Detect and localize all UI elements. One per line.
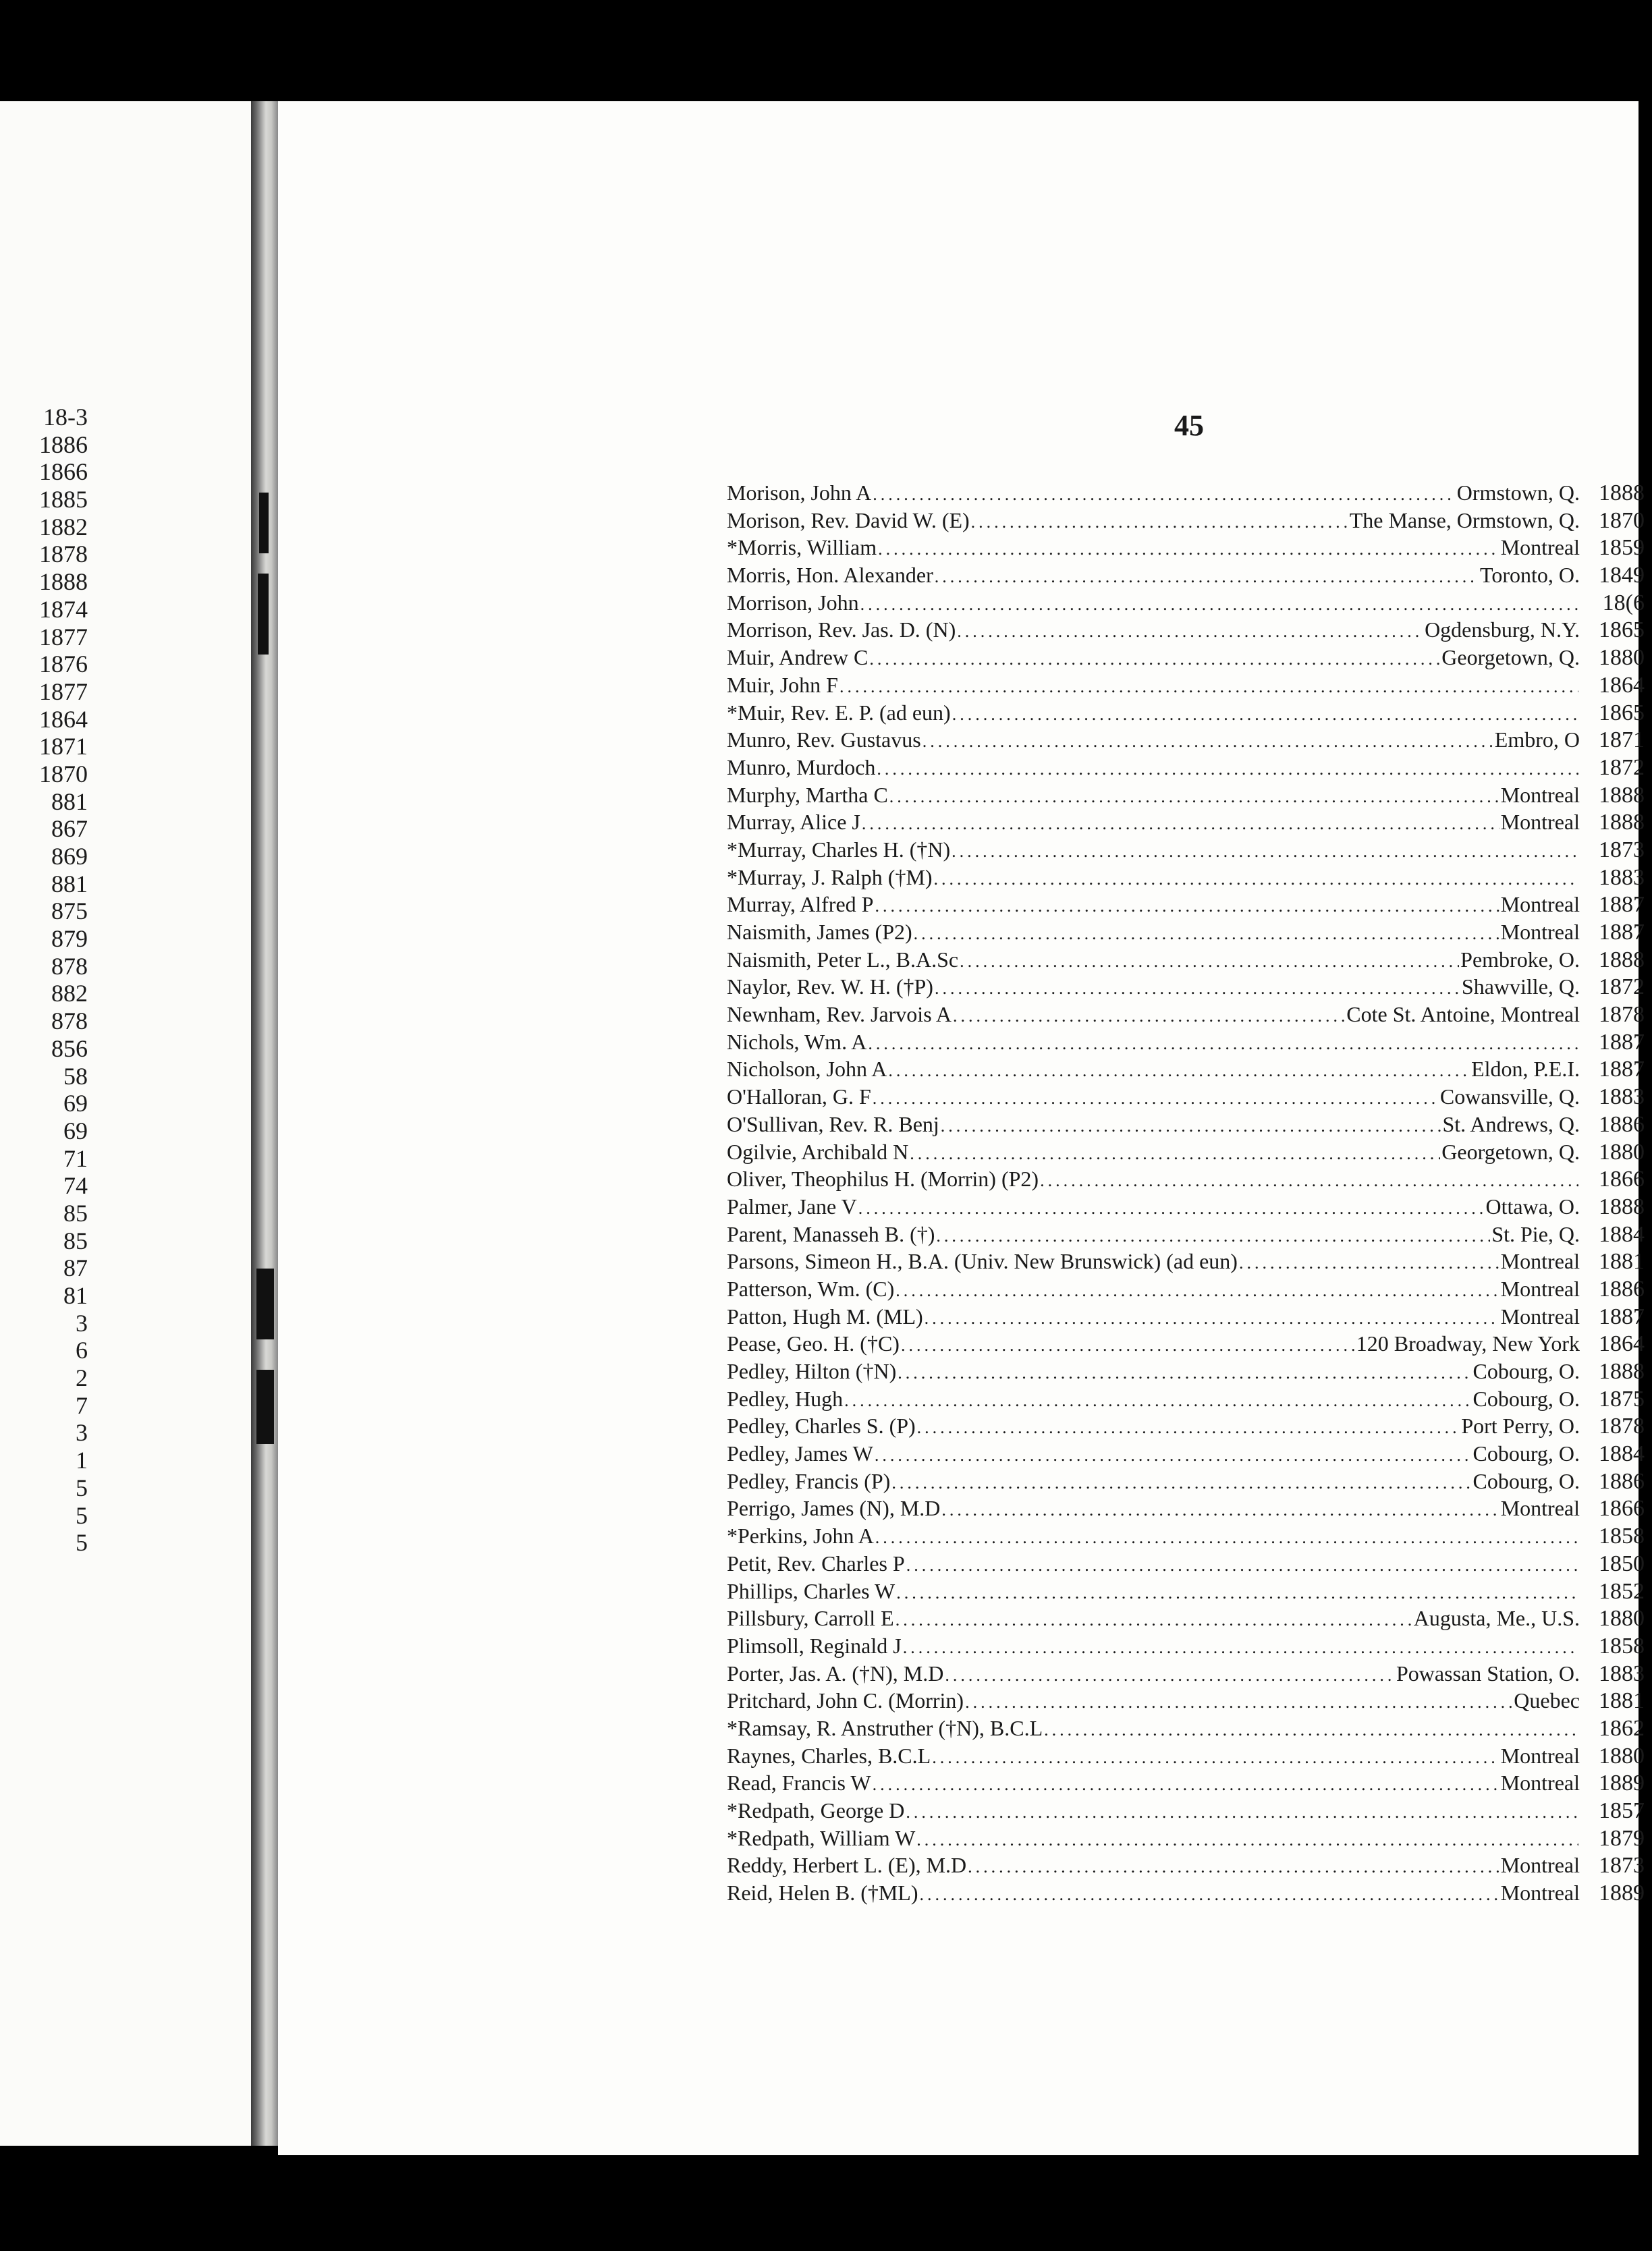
register-entry xyxy=(727,1111,1645,1138)
left-page-year: 7 xyxy=(76,1391,88,1419)
entry-name: *Ramsay, R. Anstruther (†N), B.C.L xyxy=(727,1715,1043,1740)
left-page-year: 85 xyxy=(63,1227,88,1254)
leader-dots xyxy=(873,1771,1499,1799)
entry-year: 1880 xyxy=(1599,645,1645,671)
left-page-year: 6 xyxy=(76,1337,88,1364)
entry-year: 1886 xyxy=(1599,1468,1645,1494)
left-page-year: 1882 xyxy=(39,513,88,540)
register-entry xyxy=(727,1522,1645,1550)
entry-year: 1872 xyxy=(1599,754,1645,780)
binding-thread xyxy=(259,493,269,553)
leader-dots xyxy=(965,1689,1512,1717)
entry-name: Ogilvie, Archibald N xyxy=(727,1139,909,1164)
left-page-year: 875 xyxy=(51,897,88,925)
entry-year: 1889 xyxy=(1599,1881,1645,1906)
entry-name: O'Halloran, G. F xyxy=(727,1084,871,1109)
left-page-year: 879 xyxy=(51,925,88,953)
entry-place: Georgetown, Q. xyxy=(1441,645,1580,670)
entry-year: 1878 xyxy=(1599,1414,1645,1439)
entry-year: 1888 xyxy=(1599,480,1645,505)
register-entry xyxy=(727,946,1645,974)
entry-name: *Muir, Rev. E. P. (ad eun) xyxy=(727,700,951,725)
leader-dots xyxy=(920,1881,1499,1909)
entry-name: Morrison, Rev. Jas. D. (N) xyxy=(727,617,956,642)
entry-place: St. Pie, Q. xyxy=(1491,1221,1580,1246)
entry-name: Reddy, Herbert L. (E), M.D xyxy=(727,1853,967,1878)
entry-place: Cobourg, O. xyxy=(1472,1359,1580,1383)
leader-dots xyxy=(889,783,1499,811)
left-page-year: 85 xyxy=(63,1199,88,1227)
register-entry xyxy=(727,864,1645,891)
entry-year: 1888 xyxy=(1599,1194,1645,1219)
left-page-year: 81 xyxy=(63,1282,88,1309)
entry-name: Patterson, Wm. (C) xyxy=(727,1276,895,1301)
left-page-year: 58 xyxy=(63,1062,88,1090)
entry-name: Pedley, Hugh xyxy=(727,1386,844,1411)
leader-dots xyxy=(936,1223,1490,1250)
entry-name: Morrison, John xyxy=(727,590,859,615)
entry-name: Phillips, Charles W xyxy=(727,1578,896,1603)
register-entry xyxy=(727,671,1645,699)
entry-name: Nichols, Wm. A xyxy=(727,1029,867,1054)
entry-year: 1870 xyxy=(1599,507,1645,533)
entry-name: Newnham, Rev. Jarvois A xyxy=(727,1002,952,1027)
leader-dots xyxy=(945,1662,1395,1690)
entry-place: Cobourg, O. xyxy=(1472,1386,1580,1411)
entry-name: Morison, John A xyxy=(727,480,872,505)
entry-place: Augusta, Me., U.S. xyxy=(1413,1606,1580,1631)
left-page-year: 878 xyxy=(51,952,88,980)
leader-dots xyxy=(891,1470,1471,1497)
entry-year: 1880 xyxy=(1599,1606,1645,1632)
entry-place: 120 Broadway, New York xyxy=(1356,1331,1580,1356)
entry-place: Montreal xyxy=(1500,1249,1580,1274)
register-entry xyxy=(727,1138,1645,1166)
left-page-year: 878 xyxy=(51,1007,88,1035)
left-page-year: 3 xyxy=(76,1309,88,1337)
entry-year: 1862 xyxy=(1599,1715,1645,1741)
register-entry xyxy=(727,1578,1645,1605)
register-entry xyxy=(727,836,1645,864)
left-page-year: 1871 xyxy=(39,733,88,760)
register-entry xyxy=(727,1660,1645,1688)
register-entry xyxy=(727,808,1645,836)
register-entry xyxy=(727,1687,1645,1715)
leader-dots xyxy=(868,1030,1578,1058)
leader-dots xyxy=(934,866,1578,893)
leader-dots xyxy=(935,563,1479,591)
leader-dots xyxy=(901,1332,1355,1360)
entry-place: Montreal xyxy=(1500,782,1580,807)
register-entry xyxy=(727,1248,1645,1275)
entry-name: Read, Francis W xyxy=(727,1771,871,1796)
entry-name: *Murray, J. Ralph (†M) xyxy=(727,864,933,889)
entry-place: Ottawa, O. xyxy=(1485,1194,1580,1219)
entry-name: Parent, Manasseh B. (†) xyxy=(727,1221,935,1246)
entry-name: *Morris, William xyxy=(727,535,877,560)
entry-name: Naismith, Peter L., B.A.Sc xyxy=(727,947,959,972)
left-page-year: 1877 xyxy=(39,677,88,705)
entry-year: 1849 xyxy=(1599,563,1645,588)
entry-year: 1872 xyxy=(1599,974,1645,1000)
entry-year: 1887 xyxy=(1599,1029,1645,1055)
leader-dots xyxy=(875,1442,1472,1470)
register-entry xyxy=(727,1440,1645,1468)
entry-year: 1875 xyxy=(1599,1386,1645,1412)
entry-year: 1881 xyxy=(1599,1249,1645,1275)
entry-name: Munro, Rev. Gustavus xyxy=(727,727,921,752)
register-entry xyxy=(727,561,1645,589)
binding-thread xyxy=(256,1269,274,1339)
leader-dots xyxy=(952,838,1578,866)
entry-name: Muir, Andrew C xyxy=(727,645,869,670)
left-page-year: 869 xyxy=(51,843,88,870)
register-entry xyxy=(727,1495,1645,1522)
entry-place: Cowansville, Q. xyxy=(1439,1084,1580,1109)
leader-dots xyxy=(925,1305,1499,1333)
left-page-year: 3 xyxy=(76,1419,88,1447)
entry-year: 1888 xyxy=(1599,782,1645,808)
register-entry xyxy=(727,1055,1645,1083)
register-entry xyxy=(727,1715,1645,1742)
entry-name: Murray, Alice J xyxy=(727,810,860,835)
left-page xyxy=(0,101,260,2146)
entry-name: *Murray, Charles H. (†N) xyxy=(727,837,951,862)
entry-name: Reid, Helen B. (†ML) xyxy=(727,1881,918,1906)
entry-place: Montreal xyxy=(1500,535,1580,560)
entry-place: Ogdensburg, N.Y. xyxy=(1425,617,1580,642)
entry-name: Oliver, Theophilus H. (Morrin) (P2) xyxy=(727,1167,1039,1192)
entry-year: 1888 xyxy=(1599,810,1645,835)
entry-year: 1881 xyxy=(1599,1688,1645,1714)
register-entry xyxy=(727,644,1645,671)
entry-name: Pease, Geo. H. (†C) xyxy=(727,1331,900,1356)
entry-year: 1883 xyxy=(1599,864,1645,890)
leader-dots xyxy=(903,1634,1578,1662)
entry-year: 1888 xyxy=(1599,947,1645,972)
entry-name: Naismith, James (P2) xyxy=(727,920,912,944)
entry-place: Ormstown, Q. xyxy=(1456,480,1580,505)
entry-place: Montreal xyxy=(1500,1496,1580,1521)
leader-dots xyxy=(910,1140,1440,1168)
left-page-year: 867 xyxy=(51,815,88,843)
leader-dots xyxy=(858,1195,1485,1223)
entry-year: 1880 xyxy=(1599,1139,1645,1165)
entry-place: Embro, O xyxy=(1494,727,1580,752)
entry-place: Montreal xyxy=(1500,1881,1580,1906)
leader-dots xyxy=(952,701,1578,729)
entry-name: Pedley, Francis (P) xyxy=(727,1468,891,1493)
left-page-year: 1877 xyxy=(39,623,88,650)
register-entry xyxy=(727,616,1645,644)
entry-name: Palmer, Jane V xyxy=(727,1194,857,1219)
leader-dots xyxy=(875,1524,1578,1552)
left-page-year: 1 xyxy=(76,1447,88,1474)
leader-dots xyxy=(935,975,1460,1003)
entry-place: Montreal xyxy=(1500,892,1580,917)
entry-year: 1887 xyxy=(1599,920,1645,945)
entry-place: Montreal xyxy=(1500,1304,1580,1329)
leader-dots xyxy=(888,1057,1470,1085)
register-entry xyxy=(727,1083,1645,1111)
left-page-year: 1870 xyxy=(39,760,88,787)
register-entry xyxy=(727,1028,1645,1056)
entry-name: Plimsoll, Reginald J xyxy=(727,1633,902,1658)
register-entry xyxy=(727,479,1645,507)
left-page-year: 881 xyxy=(51,787,88,815)
register-entry xyxy=(727,1275,1645,1303)
register-entries xyxy=(727,479,1645,1907)
leader-dots xyxy=(1044,1717,1578,1744)
register-entry xyxy=(727,891,1645,918)
leader-dots xyxy=(917,1414,1460,1442)
register-entry xyxy=(727,589,1645,617)
leader-dots xyxy=(860,591,1578,619)
entry-year: 1884 xyxy=(1599,1441,1645,1467)
entry-place: The Manse, Ormstown, Q. xyxy=(1349,507,1580,532)
entry-name: Parsons, Simeon H., B.A. (Univ. New Brunswick) (ad eun) xyxy=(727,1249,1238,1274)
leader-dots xyxy=(923,728,1493,756)
entry-year: 1866 xyxy=(1599,1167,1645,1192)
entry-year: 1857 xyxy=(1599,1798,1645,1823)
leader-dots xyxy=(873,1085,1439,1113)
register-entry xyxy=(727,781,1645,809)
left-page-year: 2 xyxy=(76,1364,88,1392)
entry-name: *Perkins, John A xyxy=(727,1524,874,1549)
register-entry xyxy=(727,1221,1645,1248)
entry-year: 1880 xyxy=(1599,1743,1645,1769)
entry-year: 1873 xyxy=(1599,1853,1645,1879)
entry-place: Montreal xyxy=(1500,1771,1580,1796)
entry-place: Toronto, O. xyxy=(1480,563,1580,588)
entry-place: Cote St. Antoine, Montreal xyxy=(1346,1002,1580,1027)
leader-dots xyxy=(875,893,1499,920)
leader-dots xyxy=(862,810,1499,838)
entry-year: 1865 xyxy=(1599,617,1645,643)
entry-place: Port Perry, O. xyxy=(1461,1414,1580,1439)
entry-place: Montreal xyxy=(1500,1276,1580,1301)
entry-year: 1886 xyxy=(1599,1276,1645,1302)
entry-name: Petit, Rev. Charles P xyxy=(727,1551,905,1576)
entry-place: Pembroke, O. xyxy=(1460,947,1580,972)
entry-year: 1865 xyxy=(1599,700,1645,725)
entry-year: 1887 xyxy=(1599,892,1645,918)
entry-name: Morris, Hon. Alexander xyxy=(727,563,933,588)
entry-name: Pritchard, John C. (Morrin) xyxy=(727,1688,964,1713)
entry-place: Quebec xyxy=(1514,1688,1580,1713)
left-page-year: 5 xyxy=(76,1474,88,1501)
entry-place: Eldon, P.E.I. xyxy=(1471,1057,1580,1082)
leader-dots xyxy=(906,1552,1578,1580)
leader-dots xyxy=(844,1387,1471,1415)
entry-year: 1858 xyxy=(1599,1633,1645,1659)
left-page-year: 1874 xyxy=(39,595,88,623)
left-page-year: 5 xyxy=(76,1501,88,1529)
entry-year: 1887 xyxy=(1599,1304,1645,1329)
entry-year: 1887 xyxy=(1599,1057,1645,1082)
binding-thread xyxy=(256,1370,274,1444)
entry-year: 1886 xyxy=(1599,1111,1645,1137)
left-page-year: 69 xyxy=(63,1117,88,1144)
entry-place: St. Andrews, Q. xyxy=(1442,1111,1580,1136)
left-page-year: 74 xyxy=(63,1172,88,1200)
entry-name: Pedley, Charles S. (P) xyxy=(727,1414,916,1439)
register-entry xyxy=(727,1852,1645,1879)
entry-year: 1878 xyxy=(1599,1002,1645,1028)
entry-year: 1879 xyxy=(1599,1825,1645,1851)
register-entry xyxy=(727,1605,1645,1632)
leader-dots xyxy=(878,536,1499,563)
leader-dots xyxy=(1239,1250,1499,1277)
entry-year: 1850 xyxy=(1599,1551,1645,1576)
entry-name: O'Sullivan, Rev. R. Benj xyxy=(727,1111,939,1136)
entry-name: Naylor, Rev. W. H. (†P) xyxy=(727,974,933,999)
left-page-year: 1866 xyxy=(39,458,88,486)
register-entry xyxy=(727,534,1645,561)
entry-year: 18(6 xyxy=(1602,590,1645,615)
entry-place: Montreal xyxy=(1500,1743,1580,1768)
register-entry xyxy=(727,1412,1645,1440)
leader-dots xyxy=(869,646,1440,673)
entry-name: Pedley, Hilton (†N) xyxy=(727,1359,897,1383)
register-entry xyxy=(727,1825,1645,1852)
left-page-year: 1886 xyxy=(39,430,88,458)
entry-name: Porter, Jas. A. (†N), M.D xyxy=(727,1661,944,1686)
register-entry xyxy=(727,699,1645,727)
entry-name: Raynes, Charles, B.C.L xyxy=(727,1743,931,1768)
leader-dots xyxy=(960,948,1459,976)
entry-year: 1888 xyxy=(1599,1359,1645,1384)
left-page-year: 882 xyxy=(51,980,88,1007)
left-page-year: 1888 xyxy=(39,568,88,596)
entry-year: 1883 xyxy=(1599,1084,1645,1110)
entry-year: 1873 xyxy=(1599,837,1645,862)
leader-dots xyxy=(896,1580,1578,1607)
register-entry xyxy=(727,1330,1645,1358)
leader-dots xyxy=(932,1744,1499,1772)
leader-dots xyxy=(896,1277,1499,1305)
entry-name: Patton, Hugh M. (ML) xyxy=(727,1304,923,1329)
entry-name: Perrigo, James (N), M.D xyxy=(727,1496,941,1521)
entry-year: 1883 xyxy=(1599,1661,1645,1686)
left-page-year: 5 xyxy=(76,1529,88,1557)
entry-name: Muir, John F xyxy=(727,672,838,697)
register-entry xyxy=(727,1358,1645,1385)
register-entry xyxy=(727,1001,1645,1028)
page-number: 45 xyxy=(1174,409,1204,442)
leader-dots xyxy=(898,1360,1471,1387)
entry-place: Georgetown, Q. xyxy=(1441,1139,1580,1164)
register-entry xyxy=(727,1769,1645,1797)
leader-dots xyxy=(906,1799,1578,1827)
leader-dots xyxy=(968,1854,1499,1881)
entry-place: Montreal xyxy=(1500,1853,1580,1878)
leader-dots xyxy=(877,756,1578,783)
entry-name: Murray, Alfred P xyxy=(727,892,874,917)
register-entry xyxy=(727,1879,1645,1907)
left-page-year: 1864 xyxy=(39,705,88,733)
left-page-year: 71 xyxy=(63,1144,88,1172)
entry-name: Munro, Murdoch xyxy=(727,754,876,779)
entry-year: 1864 xyxy=(1599,1331,1645,1357)
entry-year: 1864 xyxy=(1599,672,1645,698)
leader-dots xyxy=(896,1607,1412,1634)
leader-dots xyxy=(839,673,1578,701)
leader-dots xyxy=(957,618,1423,646)
register-entry xyxy=(727,507,1645,534)
register-entry xyxy=(727,1797,1645,1825)
entry-place: Shawville, Q. xyxy=(1461,974,1580,999)
entry-place: Powassan Station, O. xyxy=(1396,1661,1580,1686)
entry-place: Cobourg, O. xyxy=(1472,1468,1580,1493)
leader-dots xyxy=(941,1113,1441,1140)
leader-dots xyxy=(873,481,1456,509)
entry-name: Pedley, James W xyxy=(727,1441,873,1466)
entry-name: Murphy, Martha C xyxy=(727,782,888,807)
leader-dots xyxy=(941,1497,1499,1524)
register-entry xyxy=(727,918,1645,946)
register-entry xyxy=(727,1742,1645,1770)
left-page-year: 856 xyxy=(51,1034,88,1062)
register-entry xyxy=(727,1165,1645,1193)
register-entry xyxy=(727,1468,1645,1495)
left-page-year: 1885 xyxy=(39,486,88,513)
entry-year: 1866 xyxy=(1599,1496,1645,1522)
book-gutter xyxy=(251,101,278,2146)
entry-year: 1889 xyxy=(1599,1771,1645,1796)
entry-year: 1852 xyxy=(1599,1578,1645,1604)
entry-name: *Redpath, William W xyxy=(727,1825,916,1850)
left-page-year-column xyxy=(0,404,88,1557)
leader-dots xyxy=(916,1827,1578,1854)
left-page-year: 69 xyxy=(63,1090,88,1117)
entry-place: Montreal xyxy=(1500,810,1580,835)
entry-name: Morison, Rev. David W. (E) xyxy=(727,507,970,532)
register-entry xyxy=(727,973,1645,1001)
entry-year: 1859 xyxy=(1599,535,1645,561)
left-page-year: 881 xyxy=(51,870,88,897)
entry-name: Pillsbury, Carroll E xyxy=(727,1606,894,1631)
leader-dots xyxy=(953,1003,1345,1030)
entry-year: 1858 xyxy=(1599,1524,1645,1549)
right-page xyxy=(278,101,1645,2155)
entry-place: Cobourg, O. xyxy=(1472,1441,1580,1466)
left-page-year: 87 xyxy=(63,1254,88,1282)
leader-dots xyxy=(914,920,1499,948)
binding-thread xyxy=(258,574,269,655)
entry-place: Montreal xyxy=(1500,920,1580,944)
left-page-year: 1878 xyxy=(39,540,88,568)
leader-dots xyxy=(1040,1167,1578,1195)
register-entry xyxy=(727,1193,1645,1221)
register-entry xyxy=(727,726,1645,754)
entry-year: 1871 xyxy=(1599,727,1645,753)
entry-year: 1884 xyxy=(1599,1221,1645,1247)
leader-dots xyxy=(971,509,1348,536)
register-entry xyxy=(727,754,1645,781)
register-entry xyxy=(727,1550,1645,1578)
left-page-year: 18-3 xyxy=(43,404,88,430)
entry-name: *Redpath, George D xyxy=(727,1798,905,1823)
register-entry xyxy=(727,1385,1645,1413)
register-entry xyxy=(727,1632,1645,1660)
entry-name: Nicholson, John A xyxy=(727,1057,887,1082)
register-entry xyxy=(727,1303,1645,1331)
left-page-year: 1876 xyxy=(39,650,88,678)
